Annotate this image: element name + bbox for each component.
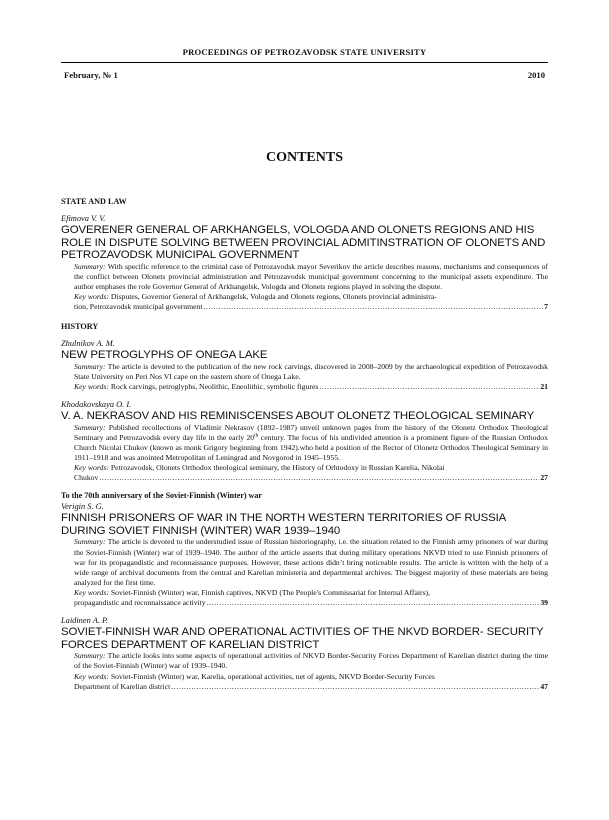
summary-text-continued: century. The focus of his undivided attention is a prominent figure of the Russian Orthodox Church Nicolai Chukov (known as monk Grigory beginning from 1942).who held a position of the Rector of Olonetz Orthodox Theological Seminary in 1911–1918 and was anointed Metropolitan of Leningrad and Novgorod in 1945–1955. bbox=[74, 432, 548, 462]
keywords-label: Key words: bbox=[74, 587, 109, 597]
entry-title: NEW PETROGLYPHS OF ONEGA LAKE bbox=[61, 349, 268, 362]
keywords-text-end: propagandistic and reconnaissance activity bbox=[74, 598, 206, 608]
page-number: 27 bbox=[540, 473, 548, 483]
entry-author: Laidinen A. P. bbox=[61, 616, 109, 626]
summary-text: The article is devoted to the publication of the new rock carvings, discovered in 2008–2009 by the archaeological expedition of Petrozavodsk State University on Peri Nos VI cape on the eastern shore of Onega Lake. bbox=[74, 361, 548, 381]
keywords-text: Disputes, Governor General of Arkhangelsk, Vologda and Olonets regions, Olonets provincial administra- bbox=[110, 292, 437, 302]
dot-leader bbox=[99, 473, 539, 483]
summary-label: Summary: bbox=[74, 422, 106, 432]
entry-keywords-leader bbox=[61, 598, 548, 608]
keywords-text: Petrozavodsk, Olonets Orthodox theological seminary, the History of Orhtodoxy in Russian Karelia, Nikolai bbox=[110, 463, 445, 473]
dot-leader bbox=[207, 598, 540, 608]
toc-entry bbox=[61, 339, 548, 392]
dot-leader bbox=[319, 382, 539, 392]
toc-entry bbox=[61, 616, 548, 692]
entry-title: FINNISH PRISONERS OF WAR IN THE NORTH WESTERN TERRITORIES OF RUSSIA DURING SOVIET FINNISH (WINTER) WAR 1939–1940 bbox=[61, 512, 506, 537]
keywords-text: Soviet-Finnish (Winter) war, Karelia, operational activities, net of agents, NKVD Border-Security Forces bbox=[110, 671, 435, 681]
section-heading-state-and-law: STATE AND LAW bbox=[61, 197, 127, 206]
entry-summary bbox=[61, 537, 548, 587]
summary-label: Summary: bbox=[74, 361, 106, 371]
keywords-line bbox=[74, 382, 318, 392]
entry-keywords bbox=[61, 672, 548, 682]
toc-entry bbox=[61, 491, 548, 608]
entry-author: Khodakovskaya O. I. bbox=[61, 400, 132, 410]
page-number: 21 bbox=[540, 382, 548, 392]
toc-entry bbox=[61, 214, 548, 312]
subsection-heading: To the 70th anniversary of the Soviet-Finnish (Winter) war bbox=[61, 491, 262, 501]
summary-text: With specific reference to the criminal case of Petrozavodsk mayor Severikov the article describes reasons, mechanisms and consequences of the conflict between Olonets provincial administration and Petrozavodsk municipal government concerning to the municipal assets expenditure. The author emphases the role Governor General of Arkhangelsk, Vologda and Olonets regions played in solving the dispute. bbox=[74, 261, 548, 291]
entry-author: Zhulnikov A. M. bbox=[61, 339, 115, 349]
keywords-text-end: Department of Karelian district bbox=[74, 681, 171, 691]
entry-keywords bbox=[61, 588, 548, 598]
entry-keywords-leader bbox=[61, 682, 548, 692]
keywords-label: Key words: bbox=[74, 382, 109, 392]
page-number: 39 bbox=[540, 598, 548, 608]
summary-text: Published recollections of Vladimir Nekrasov (1892–1987) unveil unknown pages from the history of the Olonetz Orthodox Theological Seminary and Petrozavodsk every day life in the early 20 bbox=[74, 422, 548, 442]
toc-entry bbox=[61, 400, 548, 483]
keywords-label: Key words: bbox=[74, 292, 109, 302]
keywords-label: Key words: bbox=[74, 671, 109, 681]
entry-title: SOVIET-FINNISH WAR AND OPERATIONAL ACTIVITIES OF THE NKVD BORDER- SECURITY FORCES DEPARTMENT OF KARELIAN DISTRICT bbox=[61, 626, 544, 651]
contents-list bbox=[61, 197, 548, 700]
keywords-text: Soviet-Finnish (Winter) war, Finnish captives, NKVD (The People's Commissariat for Internal Affairs), bbox=[110, 587, 431, 597]
dot-leader bbox=[204, 302, 544, 312]
entry-keywords-leader bbox=[61, 302, 548, 312]
contents-heading: CONTENTS bbox=[265, 150, 344, 165]
entry-keywords-leader bbox=[61, 473, 548, 483]
entry-title: V. A. NEKRASOV AND HIS REMINISCENSES ABOUT OLONETZ THEOLOGICAL SEMINARY bbox=[61, 410, 535, 423]
keywords-label: Key words: bbox=[74, 463, 109, 473]
summary-label: Summary: bbox=[74, 261, 106, 271]
entry-keywords bbox=[61, 292, 548, 302]
superscript: th bbox=[254, 432, 259, 439]
keywords-text: Rock carvings, petroglyphs, Neolithic, Eneolithic, symbolic figures bbox=[110, 382, 319, 392]
summary-text: The article looks into some aspects of operational activities of NKVD Border-Security Forces Department of Karelian district during the time of the Soviet-Finnish (Winter) war of 1939–1940. bbox=[74, 651, 548, 671]
entry-title: GOVERENER GENERAL OF ARKHANGELS, VOLOGDA AND OLONETS REGIONS AND HIS ROLE IN DISPUTE SOLVING BETWEEN PROVINCIAL ADMITINSTRATION OF OLONETS AND PETROZAVODSK MUNICIPAL GOVERNMENT bbox=[61, 224, 546, 262]
entry-author: Efimova V. V. bbox=[61, 214, 106, 223]
journal-title: PROCEEDINGS OF PETROZAVODSK STATE UNIVERSITY bbox=[182, 47, 427, 57]
entry-keywords-leader bbox=[61, 382, 548, 392]
issue-label: February, № 1 bbox=[64, 70, 118, 80]
dot-leader bbox=[171, 682, 539, 692]
page-number: 7 bbox=[544, 302, 548, 312]
header-rule bbox=[61, 62, 548, 63]
summary-label: Summary: bbox=[74, 537, 106, 547]
keywords-text-end: Chukov bbox=[74, 473, 99, 483]
entry-summary bbox=[61, 651, 548, 671]
section-heading-history: HISTORY bbox=[61, 322, 99, 332]
entry-summary bbox=[61, 262, 548, 292]
summary-label: Summary: bbox=[74, 651, 106, 661]
page-number: 47 bbox=[540, 681, 548, 691]
year-label: 2010 bbox=[527, 70, 545, 80]
entry-summary bbox=[61, 423, 548, 463]
keywords-text-end: tion, Petrozavodsk municipal government bbox=[74, 302, 203, 312]
entry-keywords bbox=[61, 463, 548, 473]
entry-summary bbox=[61, 362, 548, 382]
entry-author: Verigin S. G. bbox=[61, 502, 104, 512]
summary-text: The article is devoted to the understudied issue of Russian historiography, i.e. the situation related to the Finnish army prisoners of war during the Soviet-Finnish (Winter) war of 1939–1940. The author of the article asserts that during military operations NKVD tried to use Finnish prisoners of war for its propagandistic and reconnaissance purposes. However, these actions didn’t bring noticeable results. The article is written with the help of a wide range of archival documents from the central and Karelian ministeria and departmental archives. The biggest majority of these materials are being analyzed for the first time. bbox=[74, 537, 548, 587]
